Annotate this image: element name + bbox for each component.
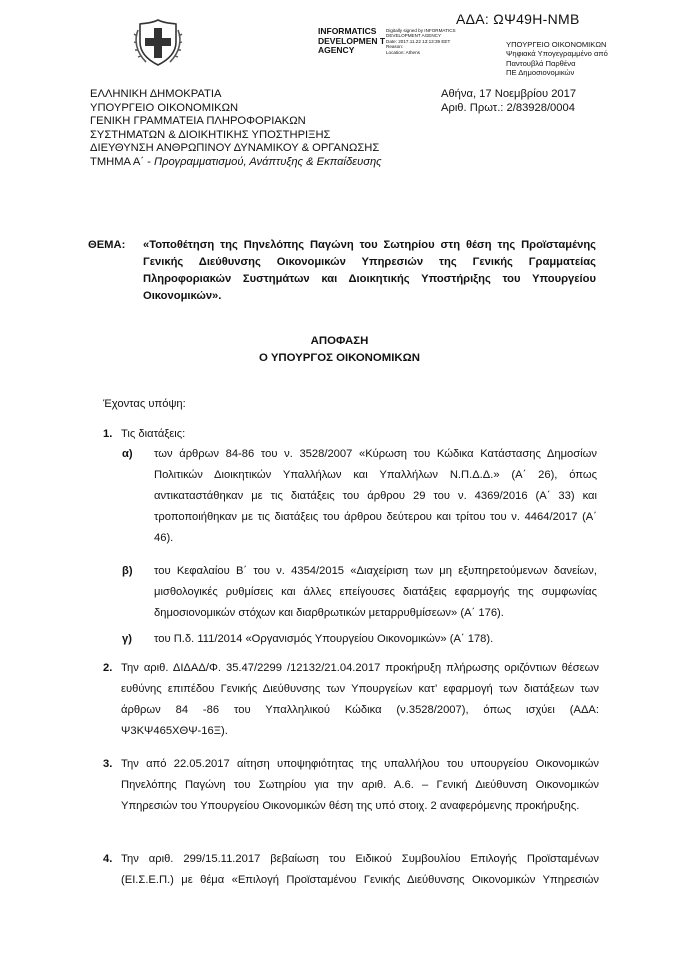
subject-text: «Τοποθέτηση της Πηνελόπης Παγώνη του Σωτηρίου στη θέση της Προϊσταμένης Γενικής Διεύθυνσης Οικονομικών Υπηρεσιών της Γενικής Γραμματείας Πληροφοριακών Συστημάτων και Διοικητικής Υποστήριξης του Υπουργείου Οικονομικών». <box>143 239 596 302</box>
subject-label: ΘΕΜΑ: <box>88 239 126 251</box>
item-number: 2. <box>103 662 113 674</box>
department-line <box>90 156 382 170</box>
decision-subtitle: Ο ΥΠΟΥΡΓΟΣ ΟΙΚΟΝΟΜΙΚΩΝ <box>259 351 420 364</box>
subitem-text: του Π.δ. 111/2014 «Οργανισμός Υπουργείου Οικονομικών» (Α΄ 178). <box>154 633 494 645</box>
subitem-text: των άρθρων 84-86 του ν. 3528/2007 «Κύρωση του Κώδικα Κατάστασης Δημοσίων Πολιτικών Διοικητικών Υπαλλήλων και Υπαλλήλων Ν.Π.Δ.Δ.» (Α΄ 26), όπως αντικαταστάθηκαν με τις διατάξεις του άρθρου 29 του ν. 4369/2016 (Α΄ 33) και τροποποιήθηκαν με τις διατάξεις του άρθρου δεύτερου και τρίτου του ν. 4464/2017 (Α΄ 46). <box>154 448 597 544</box>
item-number: 1. <box>103 428 113 440</box>
greek-emblem-icon <box>132 16 184 68</box>
document-date: Αθήνα, 17 Νοεμβρίου 2017 <box>441 88 577 100</box>
ada-code: ΑΔΑ: ΩΨ49Η-ΝΜΒ <box>456 11 580 27</box>
signature-agency-name: INFORMATICS DEVELOPMEN T AGENCY <box>318 26 386 55</box>
item-text: Την αριθ. 299/15.11.2017 βεβαίωση του Ειδικού Συμβουλίου Επιλογής Προϊσταμένων (ΕΙ.Σ.Ε.Π.) με θέμα «Επιλογή Προϊσταμένου Γενικής Διεύθυνσης Οικονομικών Υπηρεσιών <box>121 853 599 886</box>
item-number: 3. <box>103 758 113 770</box>
considering-label: Έχοντας υπόψη: <box>103 398 186 410</box>
item-text: Τις διατάξεις: <box>121 428 186 440</box>
signature-details: Digitally signed by INFORMATICS DEVELOPMENT AGENCY Date: 2017.11.22 13:13:39 EET Reason: Location: Athens <box>386 28 456 55</box>
date-protocol-block <box>441 88 576 115</box>
issuer-lines: ΕΛΛΗΝΙΚΗ ΔΗΜΟΚΡΑΤΙΑ ΥΠΟΥΡΓΕΙΟ ΟΙΚΟΝΟΜΙΚΩΝ ΓΕΝΙΚΗ ΓΡΑΜΜΑΤΕΙΑ ΠΛΗΡΟΦΟΡΙΑΚΩΝ ΣΥΣΤΗΜΑΤΩΝ & ΔΙΟΙΚΗΤΙΚΗΣ ΥΠΟΣΤΗΡΙΞΗΣ ΔΙΕΥΘΥΝΣΗ ΑΝΘΡΩΠΙΝΟΥ ΔΥΝΑΜΙΚΟΥ & ΟΡΓΑΝΩΣΗΣ <box>90 88 380 155</box>
subject-block <box>88 237 596 305</box>
item-number: 4. <box>103 853 113 865</box>
digital-signature-stamp: ΥΠΟΥΡΓΕΙΟ ΟΙΚΟΝΟΜΙΚΩΝ Ψηφιακά Υπογεγραμμένο από Παντουβλά Παρθένα ΠΕ Δημοσιονομικών <box>506 40 608 78</box>
subitem-text: του Κεφαλαίου Β΄ του ν. 4354/2015 «Διαχείριση των μη εξυπηρετούμενων δανείων, μισθολογικές ρυθμίσεις και άλλες επείγουσες διατάξεις εφαρμογής της συμφωνίας δημοσιονομικών στόχων και διαρθρωτικών μεταρρυθμίσεων» (Α΄ 176). <box>154 565 597 619</box>
subitem-label: α) <box>122 448 133 460</box>
item-text: Την αριθ. ΔΙΔΑΔ/Φ. 35.47/2299 /12132/21.04.2017 προκήρυξη πλήρωσης οριζόντιων θέσεων ευθύνης επιπέδου Γενικής Διεύθυνσης των Υπουργείων κατ’ εφαρμογή των διατάξεων των άρθρων 84 -86 του Υπαλληλικού Κώδικα (ν.3528/2007), όπως ισχύει (ΑΔΑ: Ψ3ΚΨ465ΧΘΨ-16Ξ). <box>121 662 599 737</box>
protocol-number: Αριθ. Πρωτ.: 2/83928/0004 <box>441 101 575 114</box>
subitem-label: γ) <box>122 633 132 645</box>
item-text: Την από 22.05.2017 αίτηση υποψηφιότητας της υπαλλήλου του υπουργείου Οικονομικών Πηνελόπης Παγώνη του Σωτηρίου για την αριθ. Α.6. – Γενική Διεύθυνση Οικονομικών Υπηρεσιών του Υπουργείου Οικονομικών θέση της υπό στοιχ. 2 αναφερόμενης προκήρυξης. <box>121 758 599 812</box>
issuer-header <box>90 88 382 170</box>
department-name: Προγραμματισμού, Ανάπτυξης & Εκπαίδευσης <box>154 155 382 168</box>
decision-title: ΑΠΟΦΑΣΗ <box>310 335 369 347</box>
department-prefix: ΤΜΗΜΑ Α΄ - <box>90 155 155 168</box>
subitem-label: β) <box>122 565 133 577</box>
decision-heading <box>0 333 679 366</box>
